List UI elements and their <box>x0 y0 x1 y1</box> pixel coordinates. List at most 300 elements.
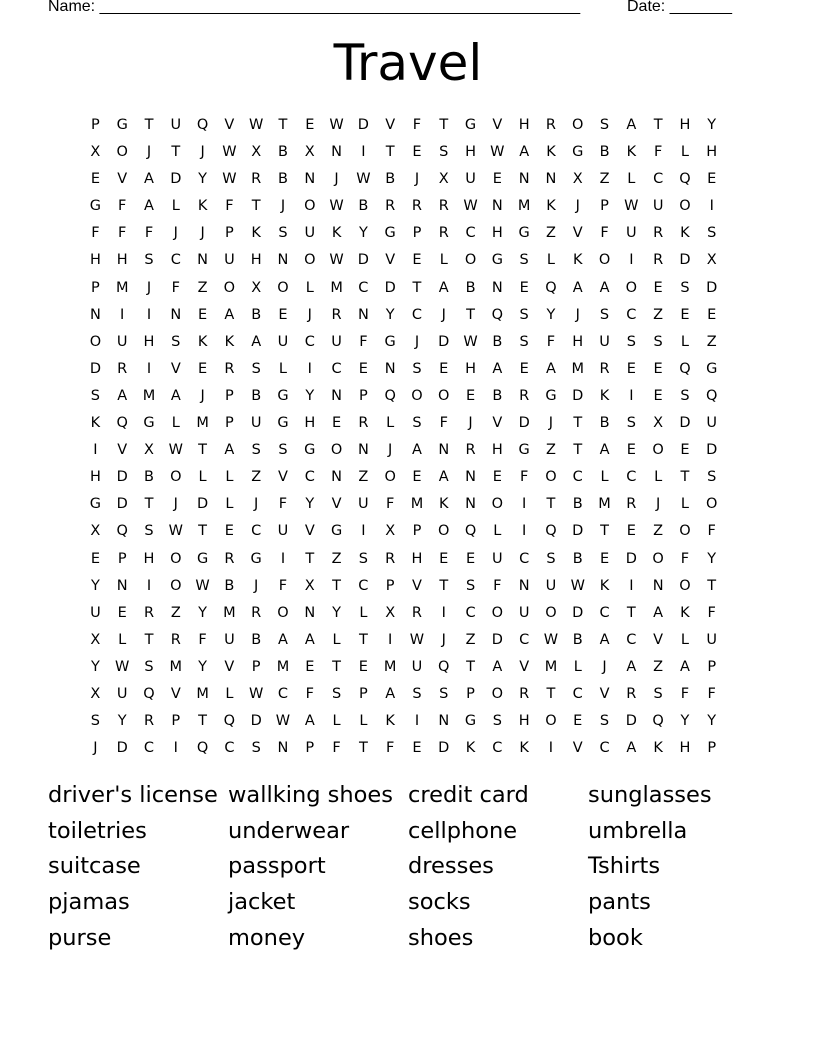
grid-letter: R <box>653 252 664 269</box>
grid-letter: O <box>598 252 611 269</box>
grid-letter: A <box>572 279 583 296</box>
grid-letter: F <box>225 198 234 215</box>
grid-letter: E <box>90 550 100 567</box>
grid-letter: O <box>572 117 584 133</box>
grid-letter: B <box>251 631 262 648</box>
grid-letter: Z <box>545 442 556 459</box>
grid-letter: P <box>117 550 127 567</box>
grid-letter: O <box>491 496 504 513</box>
grid-letter: E <box>305 117 315 133</box>
puzzle-title: Travel <box>333 34 483 92</box>
grid-letter: R <box>411 198 422 215</box>
grid-letter: U <box>250 415 262 432</box>
grid-letter: Y <box>305 496 315 513</box>
grid-letter: L <box>118 631 127 648</box>
grid-letter: J <box>575 306 580 323</box>
grid-letter: S <box>680 279 690 296</box>
grid-letter: I <box>146 577 152 594</box>
grid-row <box>82 275 725 302</box>
grid-letter: B <box>224 577 235 594</box>
grid-letter: J <box>173 225 178 242</box>
grid-row <box>82 464 725 491</box>
grid-letter: S <box>278 442 288 459</box>
grid-letter: O <box>491 685 504 702</box>
word-bank-item: underwear <box>228 817 350 844</box>
grid-letter: N <box>491 279 503 296</box>
grid-letter: C <box>358 577 369 594</box>
grid-row <box>82 627 725 654</box>
grid-letter: W <box>222 144 237 161</box>
grid-letter: J <box>280 198 286 215</box>
grid-letter: T <box>466 658 475 675</box>
word-bank-item: umbrella <box>588 817 688 844</box>
grid-letter: D <box>625 550 637 567</box>
grid-letter: O <box>170 550 182 567</box>
grid-letter: O <box>304 198 316 215</box>
grid-letter: D <box>89 360 101 377</box>
grid-letter: J <box>334 171 339 188</box>
grid-letter: Y <box>332 604 341 621</box>
grid-letter: M <box>196 415 209 432</box>
grid-letter: D <box>384 279 396 296</box>
grid-letter: L <box>225 496 234 513</box>
word-bank-item: shoes <box>408 924 474 951</box>
word-bank-item: money <box>228 924 306 951</box>
grid-letter: E <box>412 252 422 269</box>
word-bank-item: Tshirts <box>588 853 661 880</box>
grid-letter: E <box>412 144 422 161</box>
grid-letter: B <box>492 387 503 404</box>
grid-letter: C <box>599 604 610 621</box>
grid-letter: J <box>254 577 259 594</box>
grid-letter: P <box>225 387 234 404</box>
grid-letter: V <box>170 685 181 702</box>
grid-letter: Y <box>707 550 717 567</box>
grid-letter: N <box>357 306 369 323</box>
grid-letter: M <box>330 279 343 296</box>
grid-letter: Z <box>465 631 476 648</box>
grid-letter: E <box>278 306 288 323</box>
grid-letter: D <box>625 713 637 730</box>
grid-letter: S <box>251 740 261 757</box>
grid-letter: N <box>438 713 450 730</box>
grid-letter: Z <box>545 225 556 242</box>
grid-letter: N <box>652 577 664 594</box>
grid-letter: H <box>518 117 530 133</box>
grid-letter: X <box>90 685 101 702</box>
word-bank-item: wallking shoes <box>228 782 393 808</box>
grid-letter: X <box>304 144 315 161</box>
grid-letter: O <box>277 279 289 296</box>
grid-letter: U <box>277 523 289 540</box>
grid-letter: U <box>626 225 637 242</box>
grid-letter: W <box>409 631 425 648</box>
grid-letter: D <box>679 252 691 269</box>
grid-letter: W <box>275 713 291 730</box>
grid-letter: S <box>90 713 100 730</box>
grid-letter: O <box>223 279 236 296</box>
grid-letter: I <box>548 740 554 757</box>
grid-letter: Y <box>707 117 717 133</box>
grid-letter: A <box>304 631 315 648</box>
grid-letter: C <box>572 685 583 702</box>
grid-letter: A <box>117 387 128 404</box>
grid-letter: K <box>439 496 449 513</box>
grid-letter: S <box>626 415 636 432</box>
grid-letter: G <box>250 550 262 567</box>
grid-letter: Q <box>223 713 236 730</box>
grid-letter: Y <box>546 306 556 323</box>
grid-letter: T <box>439 577 449 594</box>
grid-letter: J <box>93 740 98 757</box>
grid-letter: Q <box>679 171 691 188</box>
grid-letter: H <box>679 740 691 757</box>
grid-letter: C <box>653 171 664 188</box>
grid-letter: J <box>441 631 446 648</box>
grid-letter: U <box>331 333 342 350</box>
grid-letter: H <box>465 144 476 161</box>
word-bank <box>48 778 768 956</box>
grid-letter: P <box>225 415 234 432</box>
grid-letter: H <box>89 252 101 269</box>
grid-letter: X <box>251 144 262 161</box>
grid-letter: S <box>465 577 476 594</box>
grid-letter: B <box>385 171 396 188</box>
grid-letter: M <box>115 279 129 296</box>
grid-letter: Q <box>491 306 504 323</box>
grid-letter: Q <box>438 658 450 675</box>
grid-letter: X <box>144 442 154 459</box>
grid-letter: L <box>225 469 234 486</box>
grid-letter: Q <box>545 523 557 540</box>
grid-letter: F <box>653 144 663 161</box>
grid-letter: U <box>652 198 664 215</box>
grid-letter: Y <box>305 387 315 404</box>
grid-letter: P <box>251 658 261 675</box>
grid-letter: O <box>625 279 638 296</box>
grid-letter: A <box>278 631 288 648</box>
grid-letter: T <box>385 144 395 161</box>
grid-letter: W <box>624 198 639 215</box>
grid-letter: T <box>358 631 368 648</box>
grid-letter: P <box>707 658 717 675</box>
grid-letter: S <box>653 333 663 350</box>
grid-letter: D <box>197 496 209 513</box>
grid-letter: U <box>599 333 610 350</box>
grid-letter: J <box>441 306 446 323</box>
grid-letter: U <box>116 685 128 702</box>
grid-letter: C <box>465 604 476 621</box>
grid-letter: K <box>197 333 208 350</box>
grid-letter: R <box>438 198 449 215</box>
grid-letter: D <box>572 387 584 404</box>
grid-letter: C <box>572 469 583 486</box>
grid-letter: O <box>170 577 182 594</box>
grid-letter: O <box>116 144 128 161</box>
grid-letter: L <box>332 631 341 648</box>
grid-letter: G <box>518 442 530 459</box>
grid-letter: J <box>200 387 205 404</box>
date-field-label: Date: _______ <box>627 0 732 15</box>
grid-letter: T <box>573 442 583 459</box>
grid-letter: V <box>599 685 610 702</box>
grid-letter: Q <box>652 713 664 730</box>
grid-letter: B <box>251 387 262 404</box>
grid-letter: W <box>115 658 130 675</box>
grid-letter: G <box>89 198 102 215</box>
grid-letter: T <box>251 198 261 215</box>
grid-letter: D <box>706 279 718 296</box>
grid-letter: E <box>492 469 502 486</box>
grid-letter: V <box>519 658 530 675</box>
grid-letter: P <box>707 740 717 757</box>
grid-letter: U <box>116 333 128 350</box>
grid-letter: Q <box>116 523 128 540</box>
grid-letter: P <box>358 387 368 404</box>
grid-letter: X <box>90 523 101 540</box>
grid-letter: O <box>545 469 557 486</box>
grid-letter: R <box>385 550 396 567</box>
grid-letter: E <box>90 171 100 188</box>
grid-letter: L <box>171 198 180 215</box>
word-bank-item: socks <box>408 889 471 916</box>
grid-letter: C <box>331 360 342 377</box>
grid-letter: K <box>572 252 583 269</box>
grid-letter: S <box>412 360 422 377</box>
grid-letter: L <box>278 360 288 377</box>
grid-letter: V <box>385 252 396 269</box>
grid-letter: T <box>198 713 208 730</box>
grid-letter: W <box>570 577 585 594</box>
grid-letter: F <box>278 496 288 513</box>
grid-letter: N <box>438 442 450 459</box>
grid-letter: E <box>358 360 368 377</box>
grid-letter: S <box>144 252 154 269</box>
grid-letter: T <box>653 117 663 133</box>
grid-letter: D <box>572 523 584 540</box>
grid-letter: S <box>251 360 261 377</box>
grid-row <box>82 329 725 356</box>
word-bank-item: driver's license <box>48 782 218 808</box>
grid-letter: Z <box>251 469 262 486</box>
grid-letter: O <box>464 252 477 269</box>
word-bank-item: credit card <box>408 782 529 808</box>
grid-letter: J <box>307 306 312 323</box>
grid-letter: B <box>492 333 503 350</box>
grid-letter: W <box>329 117 344 133</box>
grid-letter: U <box>170 117 182 133</box>
grid-letter: V <box>117 442 128 459</box>
grid-letter: D <box>116 740 128 757</box>
grid-letter: R <box>626 685 637 702</box>
grid-letter: S <box>492 713 502 730</box>
grid-letter: J <box>602 658 607 675</box>
grid-letter: S <box>519 252 529 269</box>
grid-letter: I <box>93 442 98 459</box>
grid-letter: P <box>412 225 422 242</box>
grid-letter: J <box>200 225 205 242</box>
grid-letter: E <box>465 387 476 404</box>
grid-letter: F <box>332 740 341 757</box>
grid-letter: D <box>491 631 503 648</box>
grid-letter: Y <box>358 225 368 242</box>
grid-letter: Y <box>707 713 717 730</box>
grid-letter: S <box>412 415 422 432</box>
grid-letter: C <box>224 740 235 757</box>
grid-letter: F <box>91 225 100 242</box>
grid-letter: V <box>412 577 422 594</box>
grid-letter: V <box>117 171 128 188</box>
grid-letter: J <box>575 198 580 215</box>
grid-letter: L <box>305 279 314 296</box>
grid-row <box>82 356 725 383</box>
word-bank-item: passport <box>228 853 326 880</box>
grid-letter: P <box>91 117 100 133</box>
grid-letter: L <box>359 713 368 730</box>
grid-letter: C <box>626 631 637 648</box>
grid-letter: T <box>412 279 422 296</box>
grid-letter: T <box>144 117 154 133</box>
grid-letter: F <box>385 740 395 757</box>
grid-letter: U <box>304 225 316 242</box>
grid-letter: F <box>680 550 690 567</box>
grid-letter: E <box>439 360 449 377</box>
grid-letter: L <box>386 415 395 432</box>
grid-letter: W <box>329 252 344 269</box>
grid-letter: H <box>572 333 584 350</box>
grid-letter: X <box>653 415 664 432</box>
word-bank-item: cellphone <box>408 817 518 844</box>
grid-letter: F <box>118 198 127 215</box>
grid-letter: G <box>518 225 530 242</box>
grid-letter: B <box>572 496 583 513</box>
grid-letter: A <box>492 360 503 377</box>
grid-letter: K <box>90 415 101 432</box>
grid-letter: D <box>357 117 369 133</box>
word-bank-item: toiletries <box>48 817 147 844</box>
grid-letter: F <box>359 333 368 350</box>
grid-letter: Y <box>117 713 127 730</box>
grid-letter: J <box>146 279 152 296</box>
grid-letter: C <box>411 306 423 323</box>
grid-letter: R <box>224 550 235 567</box>
grid-letter: O <box>304 252 316 269</box>
grid-letter: Q <box>545 279 557 296</box>
grid-letter: M <box>142 387 156 404</box>
grid-letter: T <box>680 469 690 486</box>
grid-letter: N <box>357 442 369 459</box>
grid-letter: Y <box>198 658 208 675</box>
grid-letter: H <box>411 550 423 567</box>
grid-letter: R <box>438 225 449 242</box>
grid-letter: A <box>412 442 422 459</box>
grid-letter: E <box>573 713 583 730</box>
grid-letter: Q <box>116 415 128 432</box>
grid-letter: I <box>307 360 312 377</box>
grid-letter: T <box>332 577 341 594</box>
grid-letter: M <box>196 685 209 702</box>
grid-letter: V <box>572 225 583 242</box>
grid-letter: C <box>599 740 610 757</box>
grid-letter: L <box>359 604 368 621</box>
grid-letter: F <box>519 469 529 486</box>
grid-letter: S <box>251 442 261 459</box>
grid-letter: Y <box>198 171 208 188</box>
grid-letter: T <box>546 685 556 702</box>
grid-letter: C <box>465 225 476 242</box>
grid-letter: O <box>706 496 718 513</box>
grid-letter: S <box>707 225 717 242</box>
grid-letter: E <box>680 306 690 323</box>
grid-letter: E <box>626 523 636 540</box>
grid-letter: S <box>626 333 636 350</box>
grid-letter: Y <box>680 713 690 730</box>
grid-row <box>82 735 725 762</box>
grid-letter: K <box>385 713 395 730</box>
word-bank-item: sunglasses <box>588 782 712 808</box>
grid-letter: G <box>384 333 396 350</box>
grid-letter: B <box>251 306 262 323</box>
word-bank-item: dresses <box>408 853 494 880</box>
grid-letter: K <box>546 144 556 161</box>
grid-letter: A <box>170 387 181 404</box>
grid-letter: D <box>116 469 128 486</box>
grid-letter: A <box>653 604 664 621</box>
grid-letter: Q <box>679 360 691 377</box>
grid-letter: M <box>276 658 290 675</box>
grid-letter: Z <box>197 279 208 296</box>
grid-letter: H <box>89 469 101 486</box>
grid-letter: T <box>171 144 181 161</box>
grid-letter: G <box>304 442 316 459</box>
grid-letter: A <box>224 442 235 459</box>
word-bank-item: purse <box>48 924 112 951</box>
grid-letter: K <box>653 740 663 757</box>
grid-letter: V <box>304 523 315 540</box>
grid-letter: R <box>143 604 155 621</box>
grid-letter: I <box>388 631 393 648</box>
grid-letter: E <box>198 360 208 377</box>
word-bank-item: jacket <box>228 889 296 916</box>
grid-letter: L <box>627 171 636 188</box>
grid-letter: Y <box>90 658 100 675</box>
grid-letter: W <box>195 577 210 594</box>
grid-letter: P <box>171 713 181 730</box>
grid-letter: I <box>146 306 152 323</box>
grid-letter: N <box>545 171 557 188</box>
grid-letter: E <box>653 360 663 377</box>
grid-letter: I <box>629 577 634 594</box>
grid-letter: U <box>90 604 101 621</box>
word-bank-item: pjamas <box>48 889 130 916</box>
grid-letter: A <box>626 740 637 757</box>
grid-letter: B <box>278 144 288 161</box>
grid-letter: Z <box>653 523 664 540</box>
grid-letter: J <box>200 144 205 161</box>
grid-letter: Q <box>706 387 718 404</box>
grid-letter: G <box>491 252 503 269</box>
grid-letter: M <box>598 496 611 513</box>
grid-letter: R <box>170 631 181 648</box>
grid-letter: X <box>385 523 396 540</box>
grid-letter: N <box>384 360 396 377</box>
grid-letter: J <box>254 496 259 513</box>
grid-letter: E <box>412 469 422 486</box>
grid-letter: M <box>169 658 183 675</box>
grid-letter: L <box>680 144 689 161</box>
grid-letter: K <box>224 333 235 350</box>
grid-letter: T <box>546 496 556 513</box>
